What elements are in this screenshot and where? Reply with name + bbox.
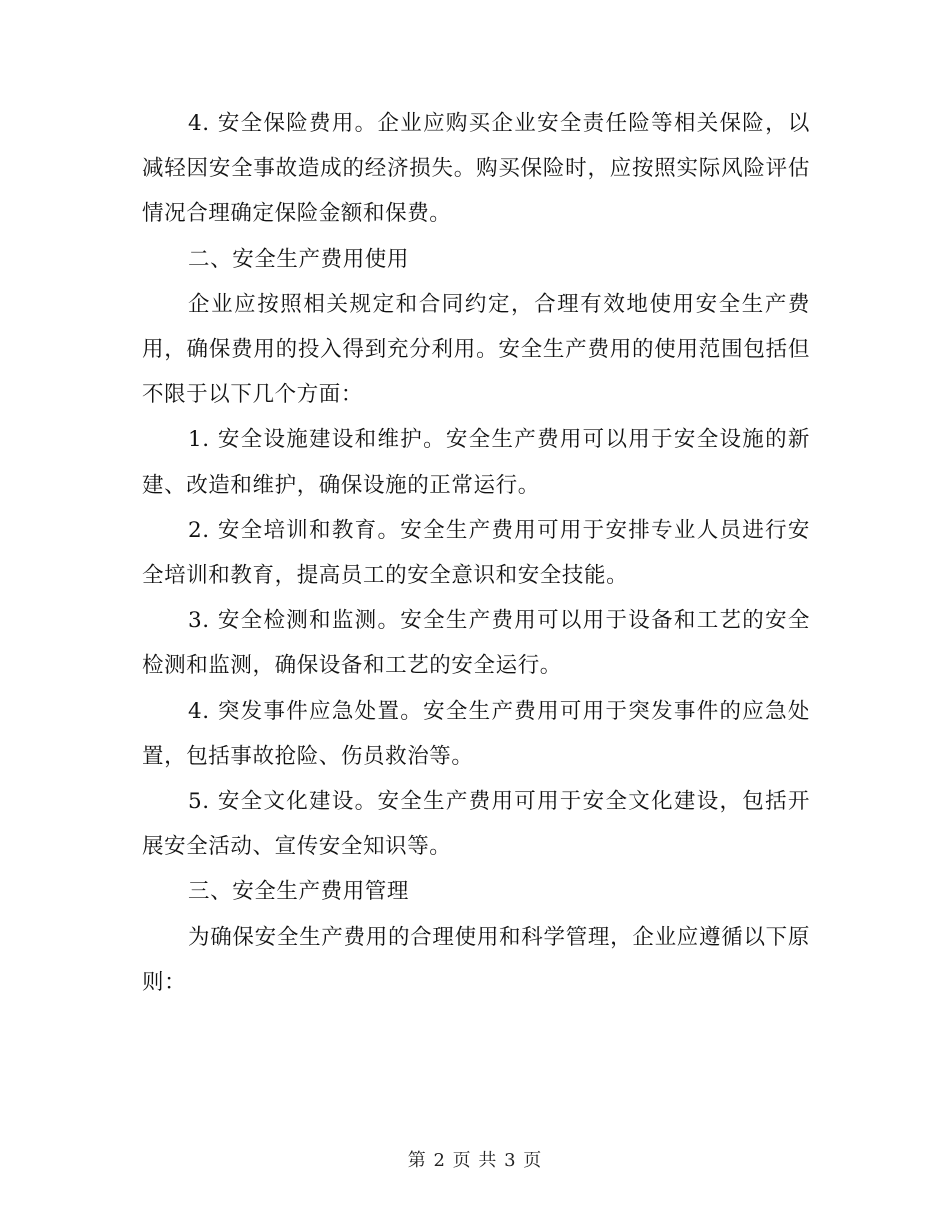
section-heading-fee-management: 三、安全生产费用管理 (188, 879, 410, 905)
page-number-footer: 第 2 页 共 3 页 (407, 1150, 543, 1171)
paragraph-emergency-response: 4. 突发事件应急处置。安全生产费用可用于突发事件的应急处置，包括事故抢险、伤员救治等。 (142, 698, 810, 769)
paragraph-usage-intro: 企业应按照相关规定和合同约定，合理有效地使用安全生产费用，确保费用的投入得到充分利用。安全生产费用的使用范围包括但不限于以下几个方面： (142, 291, 810, 408)
paragraph-training-education: 2. 安全培训和教育。安全生产费用可用于安排专业人员进行安全培训和教育，提高员工的安全意识和安全技能。 (142, 517, 810, 589)
section-heading-fee-usage: 二、安全生产费用使用 (188, 246, 410, 272)
paragraph-management-principles: 为确保安全生产费用的合理使用和科学管理，企业应遵循以下原则： (142, 924, 810, 995)
paragraph-safety-culture: 5. 安全文化建设。安全生产费用可用于安全文化建设，包括开展安全活动、宣传安全知识等。 (142, 789, 810, 860)
document-body (142, 101, 810, 1005)
paragraph-inspection-monitoring: 3. 安全检测和监测。安全生产费用可以用于设备和工艺的安全检测和监测，确保设备和工艺的安全运行。 (142, 608, 810, 679)
paragraph-insurance-fees: 4. 安全保险费用。企业应购买企业安全责任险等相关保险，以减轻因安全事故造成的经济损失。购买保险时，应按照实际风险评估情况合理确定保险金额和保费。 (142, 111, 810, 227)
paragraph-facility-construction: 1. 安全设施建设和维护。安全生产费用可以用于安全设施的新建、改造和维护，确保设施的正常运行。 (142, 427, 810, 498)
